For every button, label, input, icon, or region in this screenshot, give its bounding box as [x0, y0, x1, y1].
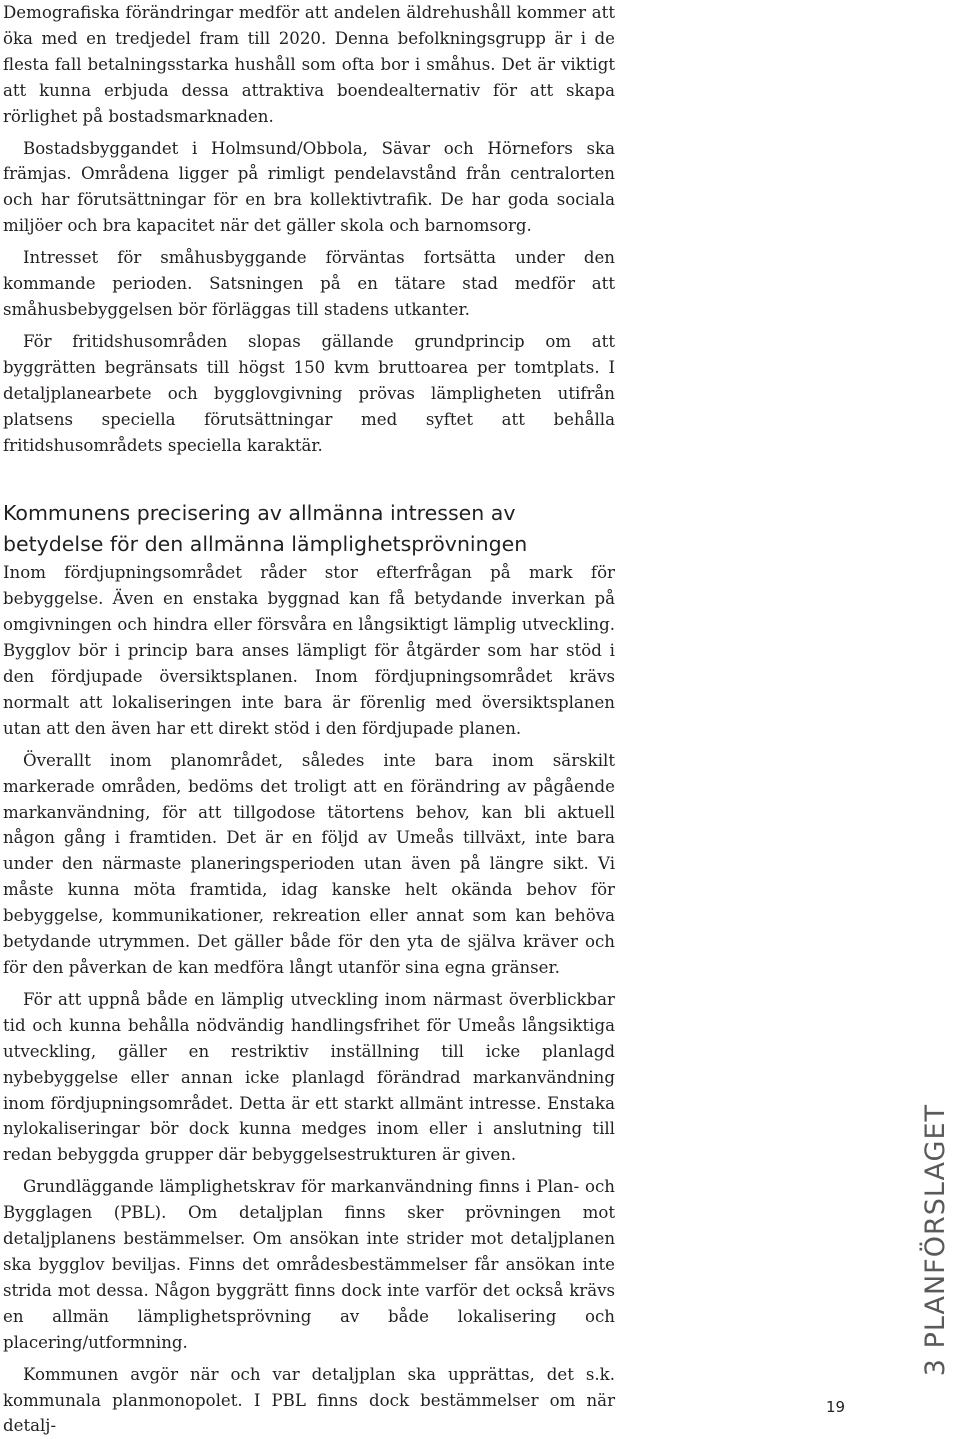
paragraph: Intresset för småhusbyggande förväntas fortsätta under den kommande perioden. Satsningen på en tätare stad medför att småhusbebyggelsen bör förläggas till stadens utkanter.: [3, 248, 615, 319]
paragraph: Demografiska förändringar medför att andelen äldrehushåll kommer att öka med en tredjedel fram till 2020. Denna befolkningsgrupp är i de flesta fall betalningsstarka hushåll som ofta bor i småhus. Det är viktigt att kunna erbjuda dessa attraktiva boendealternativ för att skapa rörlighet på bostadsmarknaden.: [3, 3, 615, 126]
paragraph: Kommunen avgör när och var detaljplan ska upprättas, det s.k. kommunala planmonopolet. I PBL finns dock bestämmelser om när detalj-: [3, 1364, 615, 1436]
paragraph: Bostadsbyggandet i Holmsund/Obbola, Sävar och Hörnefors ska främjas. Områdena ligger på rimligt pendelavstånd från centralorten och har förutsättningar för en bra kollektivtrafik. De har goda sociala miljöer och bra kapacitet när det gäller skola och barnomsorg.: [3, 138, 615, 236]
paragraph: För fritidshusområden slopas gällande grundprincip om att byggrätten begränsats till högst 150 kvm bruttoarea per tomtplats. I detaljplanearbete och bygglovgivning prövas lämpligheten utifrån platsens speciella förutsättningar med syftet att behålla fritidshusområdets speciella karaktär.: [3, 331, 615, 455]
paragraph: Överallt inom planområdet, således inte bara inom särskilt markerade områden, bedöms det troligt att en förändring av pågående markanvändning, för att tillgodose tätortens behov, kan bli aktuell någon gång i framtiden. Det är en följd av Umeås tillväxt, inte bara under den närmaste planeringsperioden utan även på längre sikt. Vi måste kunna möta framtida, idag kanske helt okända behov för bebyggelse, kommunikationer, rekreation eller annat som kan behöva betydande utrymmen. Det gäller både för den yta de själva kräver och för den påverkan de kan medföra långt utanför sina egna gränser.: [3, 750, 615, 977]
chapter-sidebar: [916, 1104, 956, 1384]
section-heading: Kommunens precisering av allmänna intressen av betydelse för den allmänna lämplighetsprövningen: [3, 501, 528, 557]
page-number: 19: [826, 1398, 846, 1416]
paragraph: För att uppnå både en lämplig utveckling inom närmast överblickbar tid och kunna behålla nödvändig handlingsfrihet för Umeås långsiktiga utveckling, gäller en restriktiv inställning till icke planlagd nybebyggelse eller annan icke planlagd förändrad markanvändning inom fördjupningsområdet. Detta är ett starkt allmänt intresse. Enstaka nylokaliseringar bör dock kunna medges inom eller i anslutning till redan bebyggda grupper där bebyggelsestrukturen är given.: [3, 989, 615, 1165]
paragraph: Inom fördjupningsområdet råder stor efterfrågan på mark för bebyggelse. Även en enstaka byggnad kan få betydande inverkan på omgivningen och hindra eller försvåra en långsiktigt lämplig utveckling. Bygglov bör i princip bara anses lämpligt för åtgärder som har stöd i den fördjupade översiktsplanen. Inom fördjupningsområdet krävs normalt att lokaliseringen inte bara är förenlig med översiktsplanen utan att den även har ett direkt stöd i den fördjupade planen.: [3, 563, 615, 738]
paragraph: Grundläggande lämplighetskrav för markanvändning finns i Plan- och Bygglagen (PBL). Om detaljplan finns sker prövningen mot detaljplanens bestämmelser. Om ansökan inte strider mot detaljplanen ska bygglov beviljas. Finns det områdesbestämmelser får ansökan inte strida mot dessa. Någon byggrätt finns dock inte varför det också krävs en allmän lämplighetsprövning av både lokalisering och placering/utformning.: [3, 1177, 615, 1352]
text-column: [3, 0, 615, 1439]
chapter-label: 3 PLANFÖRSLAGET: [920, 1104, 951, 1377]
